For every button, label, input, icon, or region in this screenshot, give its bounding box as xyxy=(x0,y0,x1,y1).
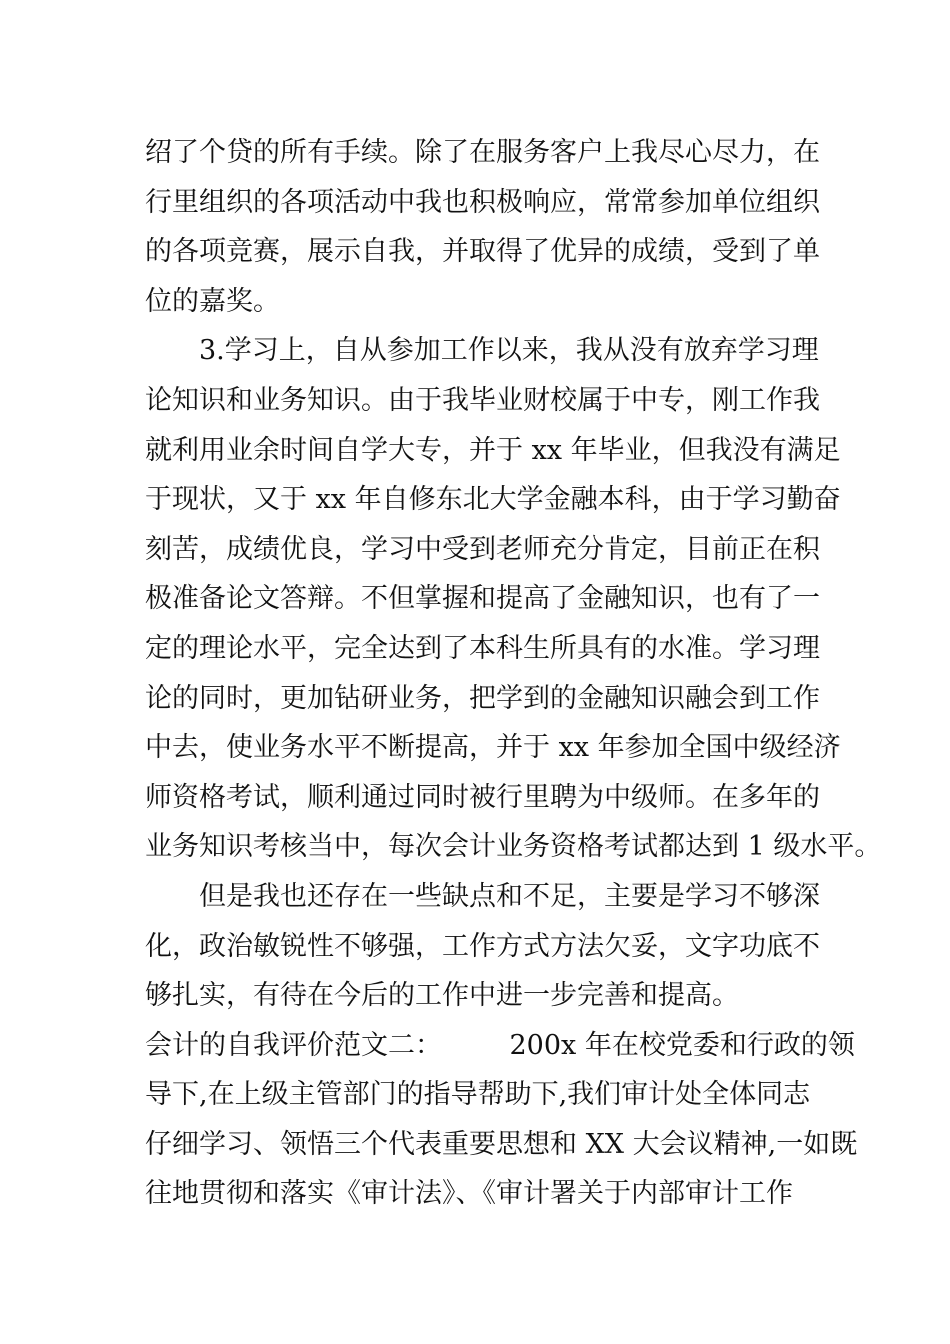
text-line: 绍了个贷的所有手续。除了在服务客户上我尽心尽力，在 xyxy=(145,137,820,168)
document-body xyxy=(145,128,882,1219)
text-line: 导下,在上级主管部门的指导帮助下,我们审计处全体同志 xyxy=(145,1079,811,1111)
text-line: 往地贯彻和落实《审计法》、《审计署关于内部审计工作 xyxy=(145,1178,793,1210)
text-line: 的各项竞赛，展示自我，并取得了优异的成绩，受到了单 xyxy=(145,236,820,268)
text-line: 于现状，又于 xx 年自修东北大学金融本科，由于学习勤奋 xyxy=(145,484,841,516)
text-line: 师资格考试，顺利通过同时被行里聘为中级师。在多年的 xyxy=(145,781,820,813)
text-line: 业务知识考核当中，每次会计业务资格考试都达到 1 级水平。 xyxy=(145,831,882,863)
text-line: 就利用业余时间自学大专，并于 xx 年毕业，但我没有满足 xyxy=(145,434,841,466)
text-line: 极准备论文答辩。不但掌握和提高了金融知识，也有了一 xyxy=(145,583,820,615)
text-line: 论知识和业务知识。由于我毕业财校属于中专，刚工作我 xyxy=(145,384,820,416)
text-line: 刻苦，成绩优良，学习中受到老师充分肯定，目前正在积 xyxy=(145,533,820,565)
text-line: 定的理论水平，完全达到了本科生所具有的水准。学习理 xyxy=(145,632,820,664)
text-line: 中去，使业务水平不断提高，并于 xx 年参加全国中级经济 xyxy=(145,732,841,764)
text-line: 会计的自我评价范文二： 200x 年在校党委和行政的领 xyxy=(145,1029,855,1061)
text-line: 化，政治敏锐性不够强，工作方式方法欠妥，文字功底不 xyxy=(145,930,820,962)
text-line: 位的嘉奖。 xyxy=(145,285,280,317)
text-line: 3.学习上，自从参加工作以来，我从没有放弃学习理 xyxy=(145,335,819,367)
text-line: 但是我也还存在一些缺点和不足，主要是学习不够深 xyxy=(145,880,820,912)
text-line: 够扎实，有待在今后的工作中进一步完善和提高。 xyxy=(145,980,739,1012)
text-line: 仔细学习、领悟三个代表重要思想和 XX 大会议精神,一如既 xyxy=(145,1128,858,1160)
text-line: 行里组织的各项活动中我也积极响应，常常参加单位组织 xyxy=(145,186,820,218)
text-line: 论的同时，更加钻研业务，把学到的金融知识融会到工作 xyxy=(145,682,820,714)
